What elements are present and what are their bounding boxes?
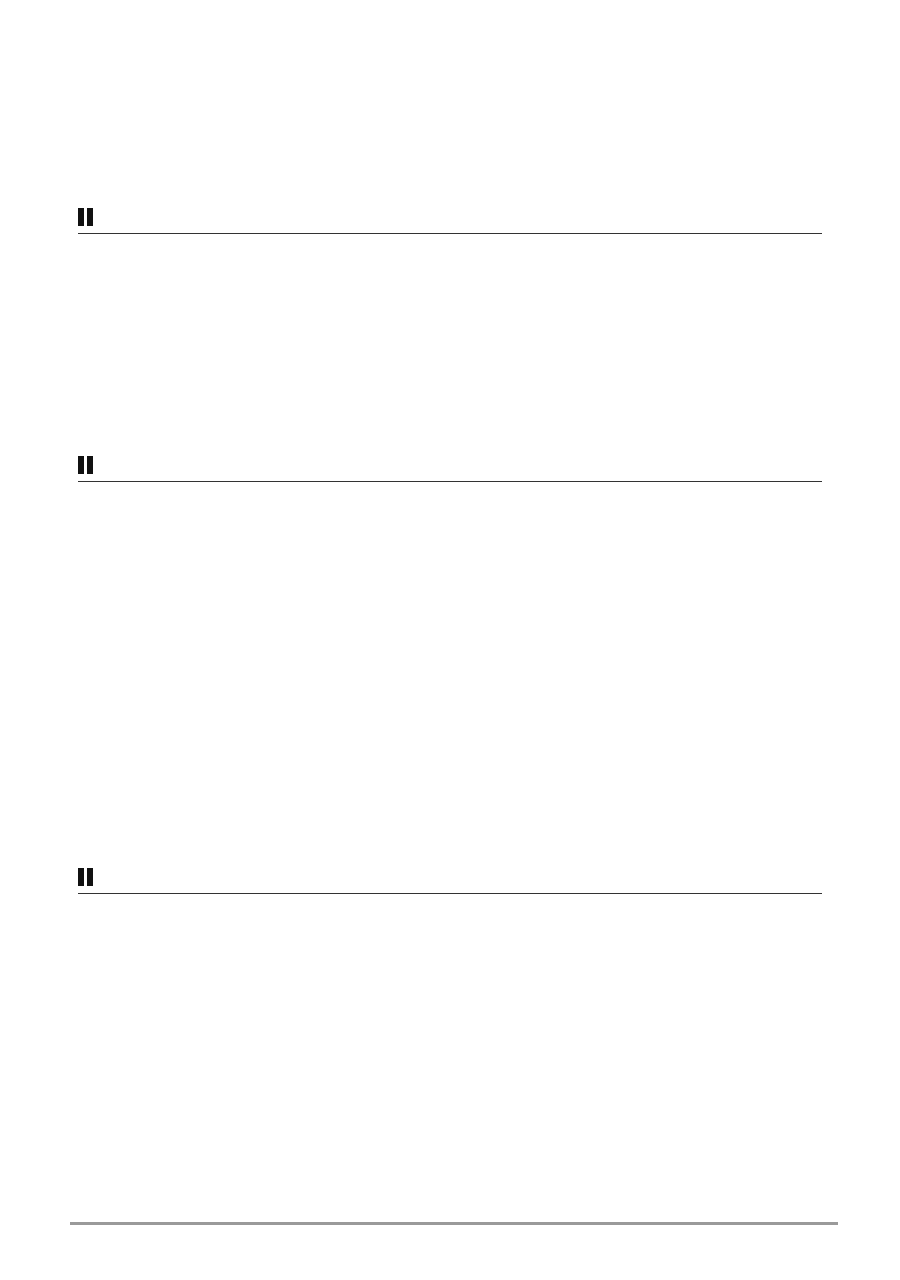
- section-marker: [78, 456, 84, 474]
- section-marker: [87, 868, 93, 886]
- section-header-rec-menu[interactable]: [78, 860, 822, 894]
- section-marker: [78, 868, 84, 886]
- section-header-best-shot[interactable]: [78, 448, 822, 482]
- footer-rule: [70, 1222, 838, 1225]
- section-marker: [87, 208, 93, 226]
- section-header-movie[interactable]: [78, 200, 822, 234]
- section-marker: [78, 208, 84, 226]
- section-marker: [87, 456, 93, 474]
- baidu-jingyan-watermark: [640, 1160, 850, 1240]
